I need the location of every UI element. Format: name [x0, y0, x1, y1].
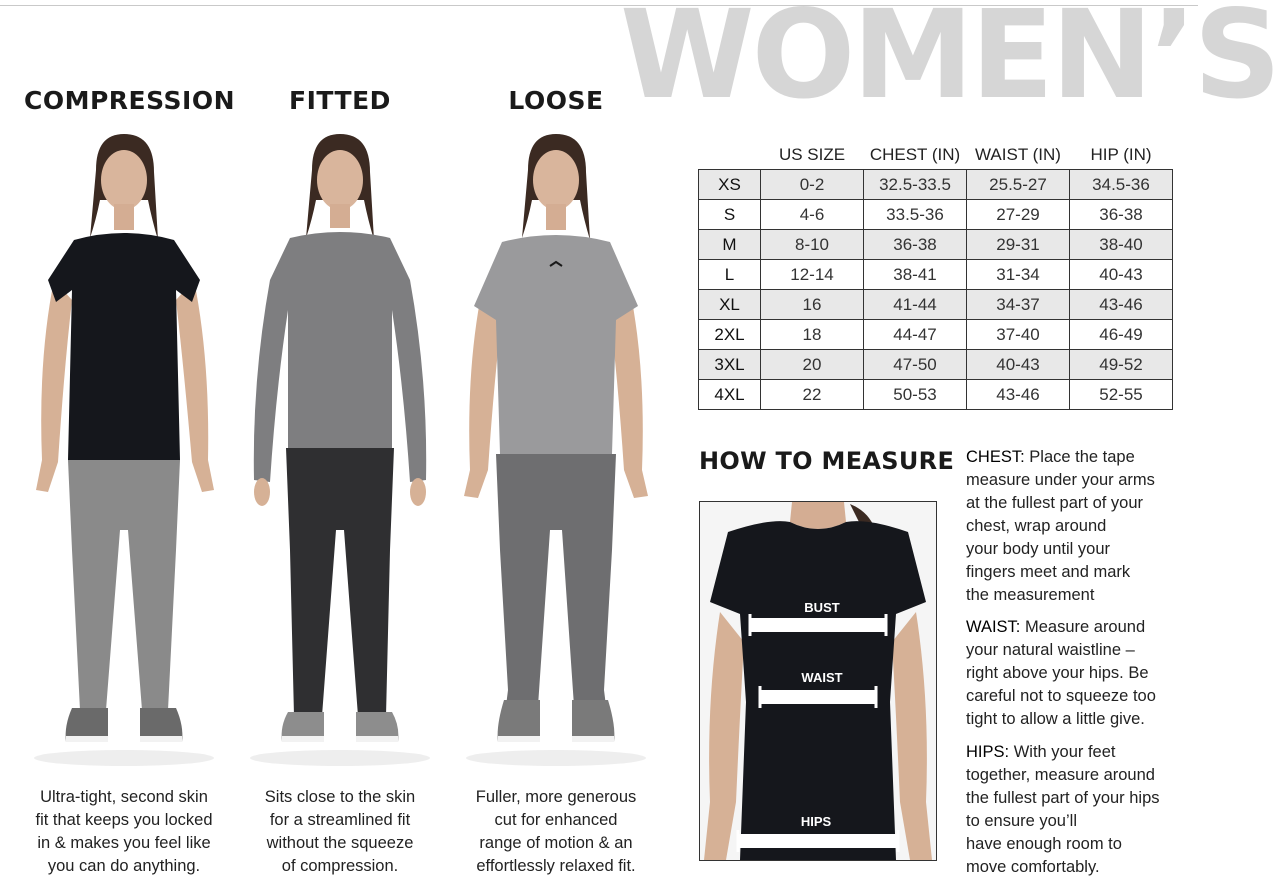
table-header: CHEST (IN) — [869, 144, 961, 164]
table-row — [699, 350, 1173, 380]
table-cell: 44-47 — [864, 320, 967, 350]
caption-line: Ultra-tight, second skin — [40, 788, 208, 806]
table-row — [699, 380, 1173, 410]
table-header-blank — [699, 140, 761, 170]
table-cell: 47-50 — [864, 350, 967, 380]
table-cell: 34-37 — [967, 290, 1070, 320]
table-cell: 22 — [761, 380, 864, 410]
table-cell: 25.5-27 — [967, 170, 1070, 200]
size-label-cell: S — [699, 200, 761, 230]
instruction-line: together, measure around — [966, 766, 1155, 784]
table-row — [699, 290, 1173, 320]
instruction-line: chest, wrap around — [966, 517, 1107, 535]
compression-model-photo — [24, 130, 224, 770]
caption-line: Fuller, more generous — [475, 788, 637, 806]
waist-instructions — [966, 616, 1186, 731]
chest-instructions — [966, 446, 1186, 607]
instruction-line: careful not to squeeze too — [966, 687, 1156, 705]
waist-label: WAIST — [801, 670, 843, 685]
page-title: WOMEN’S — [620, 0, 1278, 126]
table-cell: 52-55 — [1070, 380, 1173, 410]
caption-line: in & makes you feel like — [37, 834, 211, 852]
size-chart-table — [698, 140, 1173, 410]
instruction-line: measure under your arms — [966, 471, 1155, 489]
instruction-line: to ensure you’ll — [966, 812, 1077, 830]
table-header: HIP (IN) — [1090, 144, 1152, 164]
size-label-cell: 4XL — [699, 380, 761, 410]
instruction-line: your natural waistline – — [966, 641, 1135, 659]
table-header: WAIST (IN) — [975, 144, 1061, 164]
size-label-cell: 3XL — [699, 350, 761, 380]
caption-loose — [456, 786, 656, 878]
table-cell: 36-38 — [864, 230, 967, 260]
hips-instructions — [966, 741, 1186, 879]
caption-line: of compression. — [281, 857, 399, 875]
table-cell: 33.5-36 — [864, 200, 967, 230]
caption-line: for a streamlined fit — [269, 811, 411, 829]
table-cell: 0-2 — [761, 170, 864, 200]
fitted-model-photo — [240, 130, 440, 770]
instruction-line: the fullest part of your hips — [966, 789, 1160, 807]
instruction-line: have enough room to — [966, 835, 1122, 853]
loose-model-photo — [456, 130, 656, 770]
table-cell: 4-6 — [761, 200, 864, 230]
caption-line: effortlessly relaxed fit. — [476, 857, 636, 875]
table-cell: 49-52 — [1070, 350, 1173, 380]
table-cell: 27-29 — [967, 200, 1070, 230]
instruction-line: fingers meet and mark — [966, 563, 1131, 581]
table-cell: 34.5-36 — [1070, 170, 1173, 200]
caption-line: cut for enhanced — [494, 811, 618, 829]
table-row — [699, 170, 1173, 200]
chest-key: CHEST: — [966, 448, 1025, 466]
table-cell: 41-44 — [864, 290, 967, 320]
table-cell: 38-40 — [1070, 230, 1173, 260]
table-row — [699, 200, 1173, 230]
instruction-line: right above your hips. Be — [966, 664, 1149, 682]
table-cell: 31-34 — [967, 260, 1070, 290]
table-cell: 37-40 — [967, 320, 1070, 350]
size-label-cell: 2XL — [699, 320, 761, 350]
table-cell: 40-43 — [1070, 260, 1173, 290]
table-row — [699, 260, 1173, 290]
size-label-cell: L — [699, 260, 761, 290]
instruction-line: the measurement — [966, 586, 1095, 604]
table-cell: 32.5-33.5 — [864, 170, 967, 200]
table-cell: 46-49 — [1070, 320, 1173, 350]
caption-line: Sits close to the skin — [264, 788, 416, 806]
table-header: US SIZE — [778, 144, 846, 164]
instruction-line: tight to allow a little give. — [966, 710, 1145, 728]
instruction-line: move comfortably. — [966, 858, 1100, 876]
instruction-line: your body until your — [966, 540, 1110, 558]
table-cell: 12-14 — [761, 260, 864, 290]
table-cell: 18 — [761, 320, 864, 350]
caption-compression — [24, 786, 224, 878]
table-cell: 43-46 — [967, 380, 1070, 410]
table-cell: 43-46 — [1070, 290, 1173, 320]
caption-line: range of motion & an — [479, 834, 633, 852]
instruction-line: Measure around — [1024, 618, 1146, 636]
instruction-line: at the fullest part of your — [966, 494, 1144, 512]
table-cell: 29-31 — [967, 230, 1070, 260]
bust-label: BUST — [804, 600, 840, 615]
table-cell: 40-43 — [967, 350, 1070, 380]
caption-line: without the squeeze — [266, 834, 414, 852]
table-header-row — [699, 140, 1173, 170]
table-cell: 20 — [761, 350, 864, 380]
size-label-cell: XS — [699, 170, 761, 200]
hips-key: HIPS: — [966, 743, 1010, 761]
fit-heading-compression: COMPRESSION — [24, 86, 235, 115]
fit-heading-loose: LOOSE — [508, 86, 604, 115]
caption-fitted — [240, 786, 440, 878]
size-label-cell: XL — [699, 290, 761, 320]
caption-line: fit that keeps you locked — [35, 811, 213, 829]
how-to-measure-heading: HOW TO MEASURE — [699, 447, 955, 475]
size-label-cell: M — [699, 230, 761, 260]
table-cell: 36-38 — [1070, 200, 1173, 230]
table-cell: 16 — [761, 290, 864, 320]
table-cell: 8-10 — [761, 230, 864, 260]
fit-heading-fitted: FITTED — [289, 86, 391, 115]
caption-line: you can do anything. — [47, 857, 201, 875]
measure-diagram — [699, 501, 937, 861]
table-cell: 50-53 — [864, 380, 967, 410]
hips-label: HIPS — [800, 814, 832, 829]
table-row — [699, 230, 1173, 260]
waist-key: WAIST: — [966, 618, 1021, 636]
instruction-line: Place the tape — [1029, 448, 1135, 466]
table-cell: 38-41 — [864, 260, 967, 290]
table-row — [699, 320, 1173, 350]
measure-diagram-photo — [700, 502, 936, 860]
instruction-line: With your feet — [1013, 743, 1116, 761]
